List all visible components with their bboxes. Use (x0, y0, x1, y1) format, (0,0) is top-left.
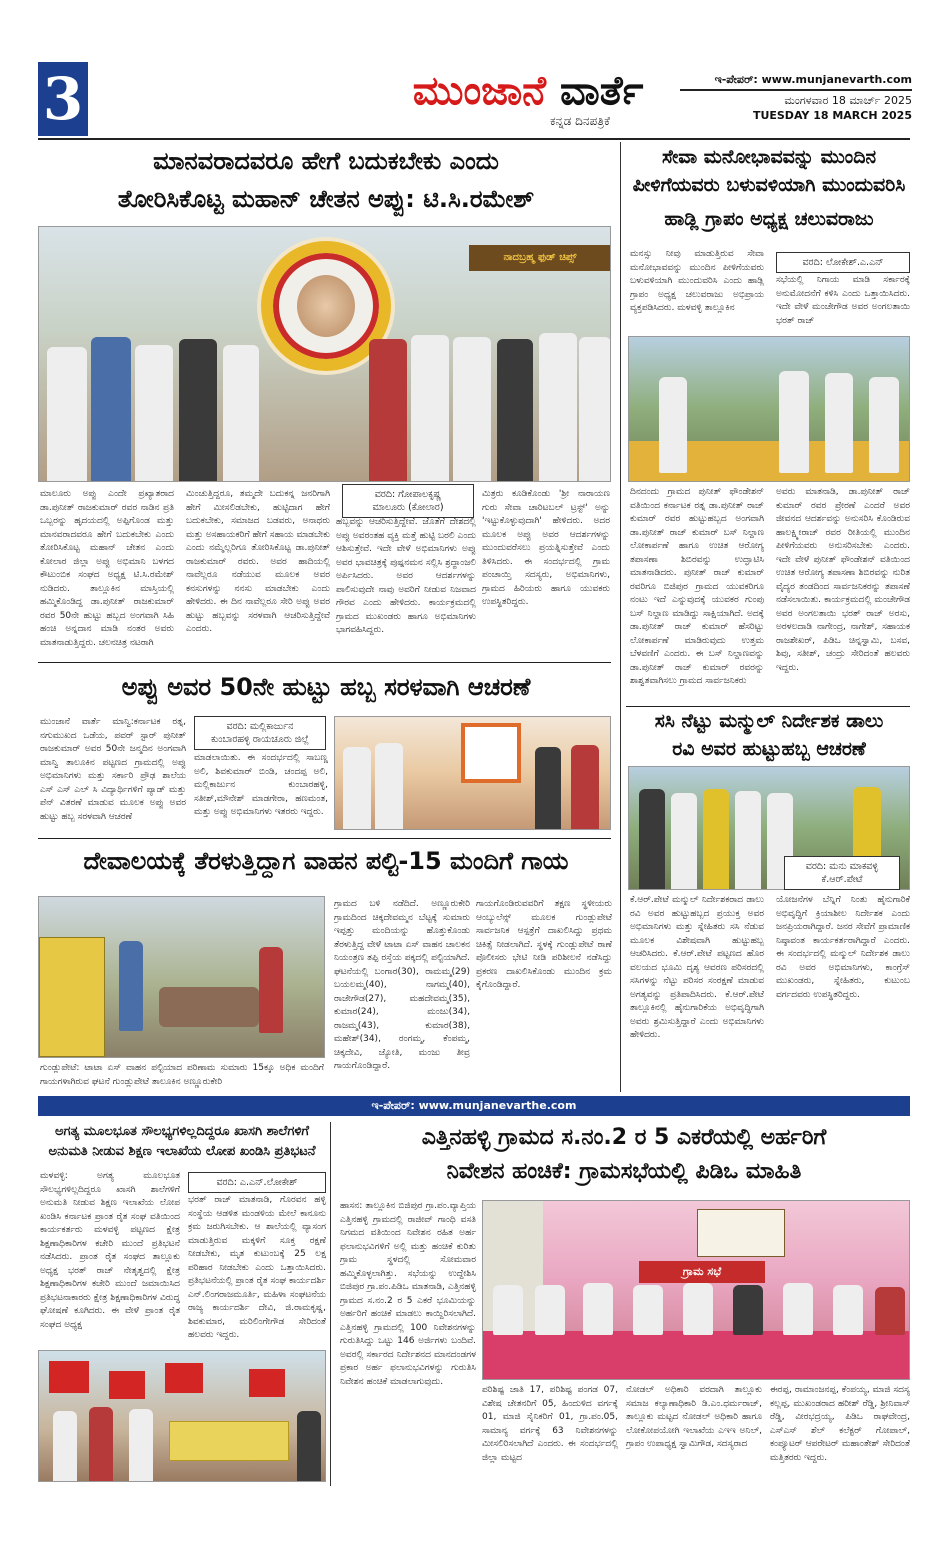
byline-name: ವರದಿ: ಮಲ್ಲಿಕಾರ್ಜುನ (226, 721, 294, 732)
story3-photo (334, 716, 611, 830)
story5-photo (38, 896, 325, 1058)
person (535, 747, 561, 830)
story2-headline-line3: ಹಾಡ್ಲಿ ಗ್ರಾಪಂ ಅಧ್ಯಕ್ಷ ಚಲುವರಾಜು (664, 208, 874, 230)
person (735, 791, 761, 890)
story1-headline-line1: ಮಾನವರಾದವರೂ ಹೇಗೆ ಬದುಕಬೇಕು ಎಂದು (153, 147, 499, 175)
story6-byline: ವರದಿ: ಎ.ಎನ್.ಲೋಕೇಶ್ (188, 1172, 326, 1193)
notice-board (697, 1209, 785, 1257)
person (223, 345, 259, 482)
tent-banner: ಗ್ರಾಮ ಸಭೆ (639, 1261, 765, 1283)
person (179, 339, 217, 482)
protest-banner (169, 1421, 289, 1461)
divider (680, 89, 912, 91)
logo-part-2: ವಾರ್ತೆ (559, 67, 644, 114)
person (583, 1283, 613, 1335)
story3-column-1: ಮುಂಜಾನೆ ವಾರ್ತೆ ಮಾನ್ವಿ:ಕರ್ನಾಟಕ ರತ್ನ, ನಗುಮುಖದ ಒಡೆಯ, ಪವರ್ ಸ್ಟಾರ್ ಪುನೀತ್ ರಾಜಕುಮಾರ್ ಅವರ 50ನೇ ಜನ್ಮದಿನ ಅಂಗವಾಗಿ ಮಾನ್ವಿ ತಾಲೂಕಿನ ಪಟ್ಟಣದ ಗ್ರಾಮದಲ್ಲಿ ಅಪ್ಪು ಅಭಿಮಾನಿಗಳು ಮತ್ತು ಸರ್ಕಾರಿ ಪ್ರೌಢ ಶಾಲೆಯ ಎಸ್ ಎಸ್ ಎಲ್ ಸಿ ವಿದ್ಯಾರ್ಥಿಗಳಿಗೆ ಪ್ಯಾಡ್ ಮತ್ತು ಪೆನ್ ವಿತರಣೆ ಮಾಡುವ ಮೂಲಕ ಅಪ್ಪು ಅವರ ಹುಟ್ಟು ಹಬ್ಬ ಸರಳವಾಗಿ ಆಚರಣೆ (40, 717, 186, 822)
portrait-frame (461, 723, 521, 783)
story7-column-1: ಹಾಸನ: ತಾಲ್ಲೂಕಿನ ಬಿಜಿಪುರ ಗ್ರಾ.ಪಂ.ವ್ಯಾಪ್ತಿಯ ಎತ್ತಿನಹಳ್ಳಿ ಗ್ರಾಮದಲ್ಲಿ ರಾಜೀವ್ ಗಾಂಧಿ ವಸತಿ ನಿಗಮದ ವತಿಯಿಂದ ನಿವೇಶನ ರಹಿತ ಅರ್ಹ ಫಲಾನುಭವಿಗಳಿಗೆ ಅಲ್ಲಿ ಮತ್ತು ಹಂಚಿಕೆ ಕುರಿತು ಗ್ರಾಮ ಸ್ಥಳದಲ್ಲಿ ಸೋಮವಾರ ಹಮ್ಮಿಕೊಳ್ಳಲಾಗಿತ್ತು. ಸಭೆಯನ್ನು ಉದ್ದೇಶಿಸಿ ಬಿಜಿಪುರ ಗ್ರಾ.ಪಂ.ಪಿಡಿಒ ಮಾತನಾಡಿ, ಎತ್ತಿನಹಳ್ಳಿ ಗ್ರಾಮದ ಸ.ನಂ.2 ರ 5 ಎಕರೆ ಭೂಮಿಯನ್ನು ಅರ್ಹರಿಗೆ ಹಂಚಿಕೆ ಮಾಡಲು ಕಾಯ್ದಿರಿಸಲಾಗಿದೆ. ಎತ್ತಿನಹಳ್ಳಿ ಗ್ರಾಮದಲ್ಲಿ 100 ನಿವೇಶನಗಳನ್ನು ಗುರುತಿಸಿದ್ದು ಒಟ್ಟು 146 ಅರ್ಜಿಗಳು ಬಂದಿವೆ. ಅವರಲ್ಲಿ ಸರ್ಕಾರದ ನಿರ್ದೇಶನದ ಮಾನದಂಡಗಳ ಪ್ರಕಾರ ಅರ್ಹ ಫಲಾನುಭವಿಗಳನ್ನು ಗುರುತಿಸಿ ನಿವೇಶನ ಹಂಚಿಕೆ ಮಾಡಲಾಗುವುದು. (340, 1201, 476, 1387)
person (129, 1409, 153, 1482)
page-number: 3 (38, 62, 88, 136)
story4-column-1: ಕೆ.ಆರ್.ಪೇಟೆ ಮನ್ಮುಲ್ ನಿರ್ದೇಶಕರಾದ ಡಾಲು ರವಿ ಅವರ ಹುಟ್ಟುಹಬ್ಬದ ಪ್ರಯುಕ್ತ ಅವರ ಅಭಿಮಾನಿಗಳು ಮತ್ತು ಸ್ನೇಹಿತರು ಸಸಿ ನೆಡುವ ಮೂಲಕ ವಿಶೇಷವಾಗಿ ಹುಟ್ಟುಹಬ್ಬ ಆಚರಿಸಿದರು. ಕೆ.ಆರ್.ಪೇಟೆ ಪಟ್ಟಣದ ಹೊರ ವಲಯದ ಭೂಮಿ ದೃಶ್ಯ ಆವರಣ ಪರಿಸರದಲ್ಲಿ ಸಸಿಗಳನ್ನು ನೆಟ್ಟು ಪರಿಸರ ಸಂರಕ್ಷಣೆ ಮಾಡುವ ಅಗತ್ಯವನ್ನು ಪ್ರತಿಪಾದಿಸಿದರು. ಕೆ.ಆರ್.ಪೇಟೆ ತಾಲ್ಲೂಕಿನಲ್ಲಿ ಹೈನುಗಾರಿಕೆಯ ಅಭಿವೃದ್ಧಿಗಾಗಿ ಅವರು ಶ್ರಮಿಸುತ್ತಿದ್ದಾರೆ ಎಂದು ಅಭಿಮಾನಿಗಳು ಹೇಳಿದರು. (630, 895, 764, 1040)
shop-sign: ನಾದಬ್ರಹ್ಮ ಫುಡ್ ಚಿಪ್ಸ್ (469, 245, 611, 271)
tagline: ಕನ್ನಡ ದಿನಪತ್ರಿಕೆ (549, 114, 610, 128)
story1-headline-line2: ತೋರಿಸಿಕೊಟ್ಟ ಮಹಾನ್ ಚೇತನ ಅಪ್ಪು: ಟಿ.ಸಿ.ರಮೇಶ್ (117, 185, 535, 213)
story7-headline-line1: ಎತ್ತಿನಹಳ್ಳಿ ಗ್ರಾಮದ ಸ.ನಂ.2 ರ 5 ಎಕರೆಯಲ್ಲಿ ಅರ್ಹರಿಗೆ (421, 1125, 827, 1150)
flag (165, 1363, 203, 1393)
date-kannada: ಮಂಗಳವಾರ 18 ಮಾರ್ಚ್ 2025 (784, 94, 912, 107)
story1-column-2: ಮಿಂಚುತ್ತಿದ್ದರೂ, ತಮ್ಮದೇ ಬದುಕನ್ನ ಜನರಿಗಾಗಿ ಹೇಗೆ ಮೀಸಲಿಡಬೇಕು, ಹುಟ್ಟಿದಾಗ ಹೇಗೆ ಬದುಕಬೇಕು, ಸಮಾಜದ ಬಡವರು, ಅನಾಥರು ಮತ್ತು ಅಸಹಾಯಕರಿಗೆ ಹೇಗೆ ಸಹಾಯ ಮಾಡಬೇಕು ಎಂದು ನಮ್ಮೆಲ್ಲರಿಗೂ ತೋರಿಸಿಕೊಟ್ಟ ಡಾ.ಪುನೀತ್ ರಾಜಕುಮಾರ್ ರವರು. ಅವರ ಹಾದಿಯಲ್ಲಿ ನಾವೆಲ್ಲರೂ ನಡೆಯುವ ಮೂಲಕ ಅವರ ಕನಸುಗಳನ್ನು ನನಸು ಮಾಡಬೇಕು ಎಂದು ಹೇಳಿದರು. ಈ ದಿನ ನಾವೆಲ್ಲರೂ ಸೇರಿ ಅಪ್ಪು ಅವರ ಹುಟ್ಟು ಹಬ್ಬವನ್ನು ಸರಳವಾಗಿ ಆಚರಿಸುತ್ತಿದ್ದೇವೆ ಎಂದರು. (186, 489, 330, 634)
byline-name: ವರದಿ: ಗೋಪಾಲಕೃಷ್ಣ (374, 489, 442, 500)
person (779, 371, 809, 473)
epaper-strip[interactable]: ಇ-ಪೇಪರ್: www.munjanevarthe.com (38, 1096, 910, 1116)
story6-headline-line2: ಅನುಮತಿ ನೀಡುವ ಶಿಕ್ಷಣ ಇಲಾಖೆಯ ಲೋಪ ಖಂಡಿಸಿ ಪ್ರತಿಭಟನೆ (48, 1144, 316, 1159)
story6-headline-line1: ಅಗತ್ಯ ಮೂಲಭೂತ ಸೌಲಭ್ಯಗಳಿಲ್ಲದಿದ್ದರೂ ಖಾಸಗಿ ಶಾಲೆಗಳಿಗೆ (54, 1124, 309, 1139)
masthead-rule (38, 138, 910, 140)
newspaper-logo (398, 66, 658, 116)
date-english: TUESDAY 18 MARCH 2025 (752, 109, 912, 122)
column-divider (330, 1122, 331, 1486)
story6-column-2: ಭರತ್ ರಾಜ್ ಮಾತನಾಡಿ, ಗೊರವನ ಹಳ್ಳಿ ಸಂಸ್ಥೆಯ ಆಡಳಿತ ಮಂಡಳಿಯ ಮೇಲೆ ಕಾನೂನು ಕ್ರಮ ಜರುಗಿಸಬೇಕು. ಆ ಶಾಲೆಯಲ್ಲಿ ವ್ಯಾಸಂಗ ಮಾಡುತ್ತಿರುವ ಮಕ್ಕಳಿಗೆ ಸೂಕ್ತ ರಕ್ಷಣೆ ನೀಡಬೇಕು, ಮೃತ ಕುಟುಂಬಕ್ಕೆ 25 ಲಕ್ಷ ಪರಿಹಾರ ನೀಡಬೇಕು ಎಂದು ಒತ್ತಾಯಿಸಿದರು. ಪ್ರತಿಭಟನೆಯಲ್ಲಿ ಪ್ರಾಂತ ರೈತ ಸಂಘ ಕಾರ್ಯದರ್ಶಿ ಎನ್.ಲಿಂಗರಾಜಮೂರ್ತಿ, ಮಹಿಳಾ ಸಂಘಟನೆಯ ರಾಜ್ಯ ಕಾರ್ಯದರ್ಶಿ ದೇವಿ, ಜಿ.ರಾಮಕೃಷ್ಣ, ಶಿವಕುಮಾರ, ಮರಿಲಿಂಗೇಗೌಡ ಸೇರಿದಂತೆ ಹಲವರು ಇದ್ದರು. (188, 1195, 326, 1340)
story7-column-2: ಪರಿಶಿಷ್ಟ ಜಾತಿ 17, ಪರಿಶಿಷ್ಟ ಪಂಗಡ 07, ವಿಶೇಷ ಚೇತನರಿಗೆ 05, ಹಿಂದುಳಿದ ವರ್ಗಕ್ಕೆ 01, ಮಾಜಿ ಸೈನಿಕರಿಗೆ 01, ಗ್ರಾ.ಪಂ.05, ಸಾಮಾನ್ಯ ವರ್ಗಕ್ಕೆ 63 ನಿವೇಶನಗಳನ್ನು ಮೀಸಲಿರಿಸಲಾಗಿದೆ ಎಂದರು. ಈ ಸಂದರ್ಭದಲ್ಲಿ ಜಿಲ್ಲಾ ಮಟ್ಟದ (482, 1385, 618, 1463)
person (497, 339, 533, 482)
story1-byline (342, 484, 474, 518)
story2-headline-line2: ಪೀಳಿಗೆಯವರು ಬಳುವಳಿಯಾಗಿ ಮುಂದುವರಿಸಿ (632, 174, 906, 196)
person (259, 947, 283, 1033)
story7-column-3: ನೋಡಲ್ ಅಧಿಕಾರಿ ವರದಾಗಿ ತಾಲ್ಲೂಕು ಸಮಾಜ ಕಲ್ಯಾಣಾಧಿಕಾರಿ ಡಿ.ಎಂ.ಧರ್ಮರಾಜ್, ತಾಲ್ಲೂಕು ಮಟ್ಟದ ನೋಡಲ್ ಅಧಿಕಾರಿ ಹಾಗೂ ಲೋಕೋಪಯೋಗಿ ಇಲಾಖೆಯ ಎಇಇ ಅನಿಲ್, ಗ್ರಾಪಂ ಉಪಾಧ್ಯಕ್ಷ ಸ್ವಾಮಿಗೌಡ, ಸದಸ್ಯರಾದ (626, 1385, 762, 1449)
story3-column-2: ಮಾಡಲಾಯಿತು. ಈ ಸಂದರ್ಭದಲ್ಲಿ ಸಾಬಣ್ಣ ಅಲಿ, ಶಿವಕುಮಾರ್ ಬಿಂಡಿ, ಚಂದಪ್ಪ ಅಲಿ, ಮಲ್ಲಿಕಾರ್ಜುನ ಕುಂಬಾರಹಳ್ಳಿ, ಸತೀಶ್,ಮೌನೇಶ್ ಮಾಡಗೇರಾ, ಹಣಮಂತ, ಮತ್ತು ಅಪ್ಪು ಅಭಿಮಾನಿಗಳು ಇತರರು ಇದ್ದರು. (194, 753, 328, 817)
story4-headline-line1: ಸಸಿ ನೆಟ್ಟು ಮನ್ಮುಲ್ ನಿರ್ದೇಶಕ ಡಾಲು (654, 710, 884, 732)
portrait (297, 275, 355, 337)
stage-table (483, 1331, 910, 1380)
story4-headline-line2: ರವಿ ಅವರ ಹುಟ್ಟುಹಬ್ಬ ಆಚರಣೆ (672, 738, 866, 760)
byline-place: ಮಾಲೂರು (ಕೋಲಾರ) (372, 502, 444, 513)
flag (109, 1371, 145, 1399)
person (875, 1287, 905, 1335)
story1-column-3: ಹಬ್ಬವನ್ನು ಆಚರಿಸುತ್ತಿದ್ದೇವೆ. ಜೊತೆಗೆ ದೇಶದಲ್ಲಿ ಅಪ್ಪು ಅವರಂತಹ ವ್ಯಕ್ತಿ ಮತ್ತೆ ಹುಟ್ಟಿ ಬರಲಿ ಎಂದು ಆಶಿಸುತ್ತೇವೆ. ಇದೇ ವೇಳೆ ಅಭಿಮಾನಿಗಳು ಅಪ್ಪು ಅವರ ಭಾವಚಿತ್ರಕ್ಕೆ ಪುಷ್ಪನಮನ ಸಲ್ಲಿಸಿ ಶ್ರದ್ಧಾಂಜಲಿ ಅರ್ಪಿಸಿದರು. ಅವರ ಆದರ್ಶಗಳನ್ನು ಪಾಲಿಸುವುದೇ ನಾವು ಅವರಿಗೆ ನೀಡುವ ನಿಜವಾದ ಗೌರವ ಎಂದು ಹೇಳಿದರು. ಕಾರ್ಯಕ್ರಮದಲ್ಲಿ ಗ್ರಾಮದ ಮುಖಂಡರು ಹಾಗೂ ಅಭಿಮಾನಿಗಳು ಭಾಗವಹಿಸಿದ್ದರು. (336, 517, 476, 635)
divider (38, 662, 611, 663)
date-block (680, 72, 912, 123)
crowd (159, 987, 259, 1027)
person (825, 373, 853, 473)
story4-byline (784, 856, 900, 890)
story2-column-4: ಅವರು ಮಾತನಾಡಿ, ಡಾ.ಪುನೀತ್ ರಾಜ್ ಕುಮಾರ್ ರವರ ಪ್ರೇರಣೆ ಎಂದರೆ ಅವರ ಜೀವನದ ಆದರ್ಶವನ್ನು ಅನುಸರಿಸಿ ಕೊಂಡಿರುವ ಹಾಲಕ್ಷ್ಮೀರಾಜ್ ರವರ ರೀತಿಯಲ್ಲಿ ಮುಂದಿನ ಪೀಳಿಗೆಯವರು ಅನುಸರಿಸಬೇಕು ಎಂದರು. ಇದೇ ವೇಳೆ ಪುನೀತ್ ಫೌಂಡೇಶನ್ ವತಿಯಿಂದ ಉಚಿತ ಆರೋಗ್ಯ ತಪಾಸಣಾ ಶಿಬಿರವನ್ನು ನುರಿತ ವೈದ್ಯರ ತಂಡದಿಂದ ಸಾರ್ವಜನಿಕರನ್ನು ತಪಾಸಣೆ ನಡೆಸಲಾಯಿತು. ಕಾರ್ಯಕ್ರಮದಲ್ಲಿ ಮಂಚೇಗೌಡ ಅವರ ಅಂಗಲತಾಯಿ ಭರತ್ ರಾಜ್ ಅರಸು, ಅರಳಲದಾಡಿ ನಾಗೇಂದ್ರ, ನಾಗೇಶ್, ಸಹಾಯಕ ರಾಜಶೇಖರ್, ಪಿಡಿಒ ಚಿನ್ನಸ್ವಾಮಿ, ಬಸವ, ಶಿವು, ಸತೀಶ್, ಚಂದ್ರು ಸೇರಿದಂತೆ ಹಲವರು ಇದ್ದರು. (776, 487, 910, 673)
person (659, 377, 687, 473)
person (53, 1411, 77, 1482)
story1-column-4: ಮಿತ್ರರು ಕೂಡಿಕೊಂಡು 'ಶ್ರೀ ನಾರಾಯಣ ಗುರು ಸೇವಾ ಚಾರಿಟಬಲ್ ಟ್ರಸ್ಟ್' ಅನ್ನು 'ಇಟ್ಟುಕೊಳ್ಳುವುದಾಗಿ' ಹೇಳಿದರು. ಅದರ ಮೂಲಕ ಅಪ್ಪು ಅವರ ಆದರ್ಶಗಳನ್ನು ಮುಂದುವರೆಸಲು ಪ್ರಯತ್ನಿಸುತ್ತೇವೆ ಎಂದು ತಿಳಿಸಿದರು. ಈ ಸಂದರ್ಭದಲ್ಲಿ ಗ್ರಾಮ ಪಂಚಾಯ್ತಿ ಸದಸ್ಯರು, ಅಭಿಮಾನಿಗಳು, ಗ್ರಾಮದ ಹಿರಿಯರು ಹಾಗೂ ಯುವಕರು ಉಪಸ್ಥಿತರಿದ್ದರು. (482, 489, 610, 607)
story5-headline: ದೇವಾಲಯಕ್ಕೆ ತೆರಳುತ್ತಿದ್ದಾಗ ವಾಹನ ಪಲ್ಟಿ-15 ಮಂದಿಗೆ ಗಾಯ (83, 847, 569, 875)
person (493, 1285, 523, 1335)
story5-caption: ಗುಂಡ್ಲುಪೇಟೆ: ಟಾಟಾ ಏಸ್ ವಾಹನ ಪಲ್ಟಿಯಾದ ಪರಿಣಾಮ ಸುಮಾರು 15ಕ್ಕೂ ಅಧಿಕ ಮಂದಿಗೆ ಗಾಯಗಳಾಗಿರುವ ಘಟನೆ ಗುಂಡ್ಲುಪೇಟೆ ತಾಲೂಕಿನ ಅಣ್ಣೂರುಕೇರಿ (40, 1063, 324, 1087)
person (369, 339, 407, 482)
person (639, 789, 665, 890)
column-divider (620, 142, 621, 1092)
story1-photo (38, 226, 611, 482)
story2-photo (628, 336, 910, 482)
person (89, 1407, 113, 1482)
story7-photo (482, 1200, 910, 1380)
story3-headline: ಅಪ್ಪು ಅವರ 50ನೇ ಹುಟ್ಟು ಹಬ್ಬ ಸರಳವಾಗಿ ಆಚರಣೆ (121, 673, 531, 701)
divider (626, 706, 910, 707)
person (297, 1411, 321, 1482)
story2-headline-line1: ಸೇವಾ ಮನೋಭಾವವನ್ನು ಮುಂದಿನ (661, 146, 877, 168)
story7-column-4: ಈರಪ್ಪ, ರಾಮಾಂಜನಪ್ಪ, ಕೆಂಪಯ್ಯ, ಮಾಜಿ ಸದಸ್ಯ ಕಲ್ಲಪ್ಪ, ಮುಖಂಡರಾದ ಹರೀಶ್ ರೆಡ್ಡಿ, ಶ್ರೀನಿವಾಸ್ ರೆಡ್ಡಿ, ವೀರಭದ್ರಯ್ಯ, ಪಿಡಿಒ ರಾಘವೇಂದ್ರ, ಎಸ್ಎಸ್ ಶೆಲ್ ಕಲೆಕ್ಟರ್ ಗೋಪಾಲ್, ಕಂಪ್ಯೂಟರ್ ಆಪರೇಟರ್ ಮಹಾಂತೇಶ್ ಸೇರಿದಂತೆ ಮತ್ತಿತರರು ಇದ್ದರು. (770, 1385, 910, 1463)
story6-photo (38, 1350, 326, 1482)
person (703, 789, 729, 890)
flag (249, 1369, 285, 1397)
person (91, 337, 131, 482)
story4-column-2: ಯೋಜನೆಗಳ ಬೆನ್ನಿಗೆ ನಿಂತು ಹೈನುಗಾರಿಕೆ ಅಭಿವೃದ್ಧಿಗೆ ಕ್ರಿಯಾಶೀಲ ನಿರ್ದೇಶಕ ಎಂದು ಜನಪ್ರಿಯರಾಗಿದ್ದಾರೆ. ಜನರ ಸೇವೆಗೆ ಪ್ರಾಮಾಣಿಕ ನಿಷ್ಠಾವಂತ ಕಾರ್ಯಕರ್ತರಾಗಿದ್ದಾರೆ ಎಂದರು. ಈ ಸಂದರ್ಭದಲ್ಲಿ ಮನ್ಮುಲ್ ನಿರ್ದೇಶಕ ಡಾಲು ರವಿ ಅವರ ಅಭಿಮಾನಿಗಳು, ಕಾಂಗ್ರೆಸ್ ಮುಖಂಡರು, ಸ್ನೇಹಿತರು, ಕುಟುಂಬ ವರ್ಗದವರು ಉಪಸ್ಥಿತರಿದ್ದರು. (776, 895, 910, 1000)
epaper-url[interactable]: ಇ-ಪೇಪರ್: www.munjanevarth.com (714, 73, 912, 86)
person (411, 335, 449, 482)
person (671, 793, 697, 890)
story5-column-1: ಗ್ರಾಮದ ಬಳಿ ನಡೆದಿದೆ. ಅಣ್ಣೂರುಕೇರಿ ಗ್ರಾಮದಿಂದ ಚಿಕ್ಕದೇವಮ್ಮನ ಬೆಟ್ಟಕ್ಕೆ ಸುಮಾರು ಇಪ್ಪತ್ತು ಮಂದಿಯನ್ನು ಹೊತ್ತುಕೊಂಡು ತೆರಳುತ್ತಿದ್ದ ವೇಳೆ ಟಾಟಾ ಏಸ್ ವಾಹನ ಚಾಲಕನ ನಿಯಂತ್ರಣ ತಪ್ಪಿ ರಸ್ತೆಯ ಪಕ್ಕದಲ್ಲಿ ಪಲ್ಟಿಯಾಗಿದೆ. ಘಟನೆಯಲ್ಲಿ ಬಂಗಾರ(30), ರಾಮಮ್ಮ(29) ಬಯಲಮ್ಮ(40), ನಾಗಮ್ಮ(40), ರಾಜೇಗೌಡ(27), ಮಹದೇವಮ್ಮ(35), ಕುಮಾರ(24), ಮಂಜು(34), ರಾಜಮ್ಮ(43), ಕುಮಾರ(38), ಮಹೇಶ್(34), ರಂಗಮ್ಮ, ಕೆಂಪಮ್ಮ, ಚಿಕ್ಕದೇವಿ, ಜ್ಯೋತಿ, ಮಂಜು ತೀವ್ರ ಗಾಯಗೊಂಡಿದ್ದಾರೆ. (334, 899, 470, 1071)
person (453, 337, 491, 482)
person (375, 743, 403, 830)
person (833, 1285, 863, 1335)
person (135, 345, 173, 482)
person (47, 347, 87, 482)
logo-part-1: ಮುಂಜಾನೆ (412, 67, 547, 114)
story3-byline (194, 716, 326, 750)
story2-byline: ವರದಿ: ಲೋಕೇಶ್.ಎ.ಎನ್ (776, 252, 910, 273)
story1-column-1: ಮಾಲೂರು ಅಪ್ಪು ಎಂದೇ ಪ್ರಖ್ಯಾತರಾದ ಡಾ.ಪುನೀತ್ ರಾಜಕುಮಾರ್ ರವರ ನಾಡಿನ ಪ್ರತಿ ಒಬ್ಬರನ್ನು ಹೃದಯದಲ್ಲಿ ಅಪ್ಪಿಗೊಂಡ ಮತ್ತು ಮಾನವರಾದವರೂ ಹೇಗೆ ಬದುಕಬೇಕು ಎಂದು ತೋರಿಸಿಕೊಟ್ಟ ಮಹಾನ್ ಚೇತನ ಎಂದು ಕೋಲಾರ ಜಿಲ್ಲಾ ಅಪ್ಪು ಅಭಿಮಾನಿ ಬಳಗದ ಕೌಟುಂಬಿಕ ಸಂಘದ ಅಧ್ಯಕ್ಷ ಟಿ.ಸಿ.ರಮೇಶ್ ನುಡಿದರು. ತಾಲ್ಲೂಕಿನ ಮಾಸ್ತಿಯಲ್ಲಿ ಹಮ್ಮಿಕೊಂಡಿದ್ದ ಡಾ.ಪುನೀತ್ ರಾಜಕುಮಾರ್ ರವರ 50ನೇ ಹುಟ್ಟು ಹಬ್ಬದ ಅಂಗವಾಗಿ ಸಿಹಿ ಹಂಚಿ ಅನ್ನದಾನ ಮಾಡಿ ನಂತರ ಅವರು ಮಾತನಾಡುತ್ತಿದ್ದರು. ಚಲನಚಿತ್ರ ನಟರಾಗಿ (40, 489, 174, 648)
person (869, 377, 899, 473)
vehicle (39, 937, 105, 1057)
story7-headline-line2: ನಿವೇಶನ ಹಂಚಿಕೆ: ಗ್ರಾಮಸಭೆಯಲ್ಲಿ ಪಿಡಿಒ ಮಾಹಿತಿ (446, 1159, 802, 1184)
person (571, 745, 599, 830)
person (733, 1285, 763, 1335)
person (783, 1283, 813, 1335)
story2-column-3: ದಿನದಂದು ಗ್ರಾಮದ ಪುನೀತ್ ಫೌಂಡೇಶನ್ ವತಿಯಿಂದ ಕರ್ನಾಟಕ ರತ್ನ ಡಾ.ಪುನೀತ್ ರಾಜ್ ಕುಮಾರ್ ರವರ ಹುಟ್ಟುಹಬ್ಬದ ಅಂಗವಾಗಿ ಡಾ.ಪುನೀತ್ ರಾಜ್ ಕುಮಾರ್ ಬಸ್ ನಿಲ್ದಾಣ ಲೋಕಾರ್ಪಣೆ ಹಾಗೂ ಉಚಿತ ಆರೋಗ್ಯ ತಪಾಸಣಾ ಶಿಬಿರವನ್ನು ಉದ್ಘಾಟಿಸಿ ಮಾತನಾಡಿದರು. ಪುನೀತ್ ರಾಜ್ ಕುಮಾರ್ ರವರಿಗೂ ಬಿಜಿಪುರ ಗ್ರಾಮದ ಯುವಕರಿಗೂ ನಂಟು ಇದೆ ಎನ್ನುವುದಕ್ಕೆ ಯುವಕರ ಗುಂಪು ಬಸ್ ನಿಲ್ದಾಣ ಮಾಡಿದ್ದು ಸಾಕ್ಷಿಯಾಗಿದೆ. ಅದಕ್ಕೆ ಡಾ.ಪುನೀತ್ ರಾಜ್ ಕುಮಾರ್ ಹೆಸರಿಟ್ಟು ಲೋಕಾರ್ಪಣೆ ಮಾಡಿರುವುದು ಉತ್ತಮ ಬೆಳವಣಿಗೆ ಎಂದರು. ಈ ಬಸ್ ನಿಲ್ದಾಣವನ್ನು ಡಾ.ಪುನೀತ್ ರಾಜ್ ಕುಮಾರ್ ರವರನ್ನು ಶಾಶ್ವತವಾಗಿಸಲು ಗ್ರಾಮದ ಸಾರ್ವಜನಿಕರು (630, 487, 764, 686)
flag (49, 1361, 89, 1393)
person (535, 1285, 565, 1335)
byline-place: ಕುಂಬಾರಹಳ್ಳಿ ರಾಯಚೂರು ಜಿಲ್ಲೆ (211, 734, 309, 745)
byline-name: ವರದಿ: ಮನು ಮಾಕವಳ್ಳಿ (805, 861, 879, 872)
person (343, 747, 371, 830)
story2-column-1: ಮನಸ್ಸು ನೀವು ಮಾಡುತ್ತಿರುವ ಸೇವಾ ಮನೋಭಾವವನ್ನು ಮುಂದಿನ ಪೀಳಿಗೆಯವರು ಬಳುವಳಿಯಾಗಿ ಮುಂದುವರಿಸಿ ಎಂದು ಹಾಡ್ಲಿ ಗ್ರಾಪಂ ಅಧ್ಯಕ್ಷ ಚಲುವರಾಜು ಅಭಿಪ್ರಾಯ ವ್ಯಕ್ತಪಡಿಸಿದರು. ಮಳವಳ್ಳಿ ತಾಲ್ಲೂಕಿನ (630, 249, 764, 313)
person (633, 1285, 663, 1335)
story2-column-2: ಸಭೆಯಲ್ಲಿ ನಿಗಾಯ ಮಾಡಿ ಸರ್ಕಾರಕ್ಕೆ ಅನುಮೋದನೆಗೆ ಕಳಿಸಿ ಎಂದು ಒತ್ತಾಯಿಸಿದರು. ಇದೇ ವೇಳೆ ಮಂಚೇಗೌಡ ಅವರ ಅಂಗಲತಾಯಿ ಭರತ್ ರಾಜ್ (776, 275, 910, 326)
divider (38, 838, 611, 839)
story5-column-2: ಗಾಯಗೊಂಡಿರುವವರಿಗೆ ತಕ್ಷಣ ಸ್ಥಳೀಯರು ಆಂಬ್ಯುಲೆನ್ಸ್ ಮೂಲಕ ಗುಂಡ್ಲುಪೇಟೆ ಸಾರ್ವಜನಿಕ ಆಸ್ಪತ್ರೆಗೆ ದಾಖಲಿಸಿದ್ದು ಪ್ರಥಮ ಚಿಕಿತ್ಸೆ ನೀಡಲಾಗಿದೆ. ಸ್ಥಳಕ್ಕೆ ಗುಂಡ್ಲುಪೇಟೆ ಠಾಣೆ ಪೊಲೀಸರು ಭೇಟಿ ನೀಡಿ ಪರಿಶೀಲನೆ ನಡೆಸಿದ್ದು ಪ್ರಕರಣ ದಾಖಲಿಸಿಕೊಂಡು ಮುಂದಿನ ಕ್ರಮ ಕೈಗೊಂಡಿದ್ದಾರೆ. (476, 899, 612, 990)
person (539, 333, 577, 482)
person (683, 1283, 713, 1335)
story6-column-1: ಮಳವಳ್ಳಿ: ಅಗತ್ಯ ಮೂಲಭೂತ ಸೌಲಭ್ಯಗಳಿಲ್ಲದಿದ್ದರೂ ಖಾಸಗಿ ಶಾಲೆಗಳಿಗೆ ಅನುಮತಿ ನೀಡುವ ಶಿಕ್ಷಣ ಇಲಾಖೆಯ ಲೋಪ ಖಂಡಿಸಿ ಕರ್ನಾಟಕ ಪ್ರಾಂತ ರೈತ ಸಂಘ ವತಿಯಿಂದ ಕಾರ್ಯಕರ್ತರು ಮಳವಳ್ಳಿ ಪಟ್ಟಣದ ಕ್ಷೇತ್ರ ಶಿಕ್ಷಣಾಧಿಕಾರಿಗಳ ಕಚೇರಿ ಮುಂದೆ ಪ್ರತಿಭಟನೆ ನಡೆಸಿದರು. ಪ್ರಾಂತ ರೈತ ಸಂಘದ ತಾಲ್ಲೂಕು ಅಧ್ಯಕ್ಷ ಭರತ್ ರಾಜ್ ನೇತೃತ್ವದಲ್ಲಿ ಕ್ಷೇತ್ರ ಶಿಕ್ಷಣಾಧಿಕಾರಿಗಳ ಕಚೇರಿ ಮುಂದೆ ಜಮಾಯಿಸಿದ ಪ್ರತಿಭಟನಾಕಾರರು ಕ್ಷೇತ್ರ ಶಿಕ್ಷಣಾಧಿಕಾರಿಗಳ ವಿರುದ್ಧ ಘೋಷಣೆ ಕೂಗಿದರು. ಈ ವೇಳೆ ಪ್ರಾಂತ ರೈತ ಸಂಘದ ಅಧ್ಯಕ್ಷ (40, 1171, 180, 1330)
byline-place: ಕೆ.ಆರ್.ಪೇಟೆ (821, 874, 863, 885)
person (119, 941, 143, 1031)
person (579, 337, 611, 482)
